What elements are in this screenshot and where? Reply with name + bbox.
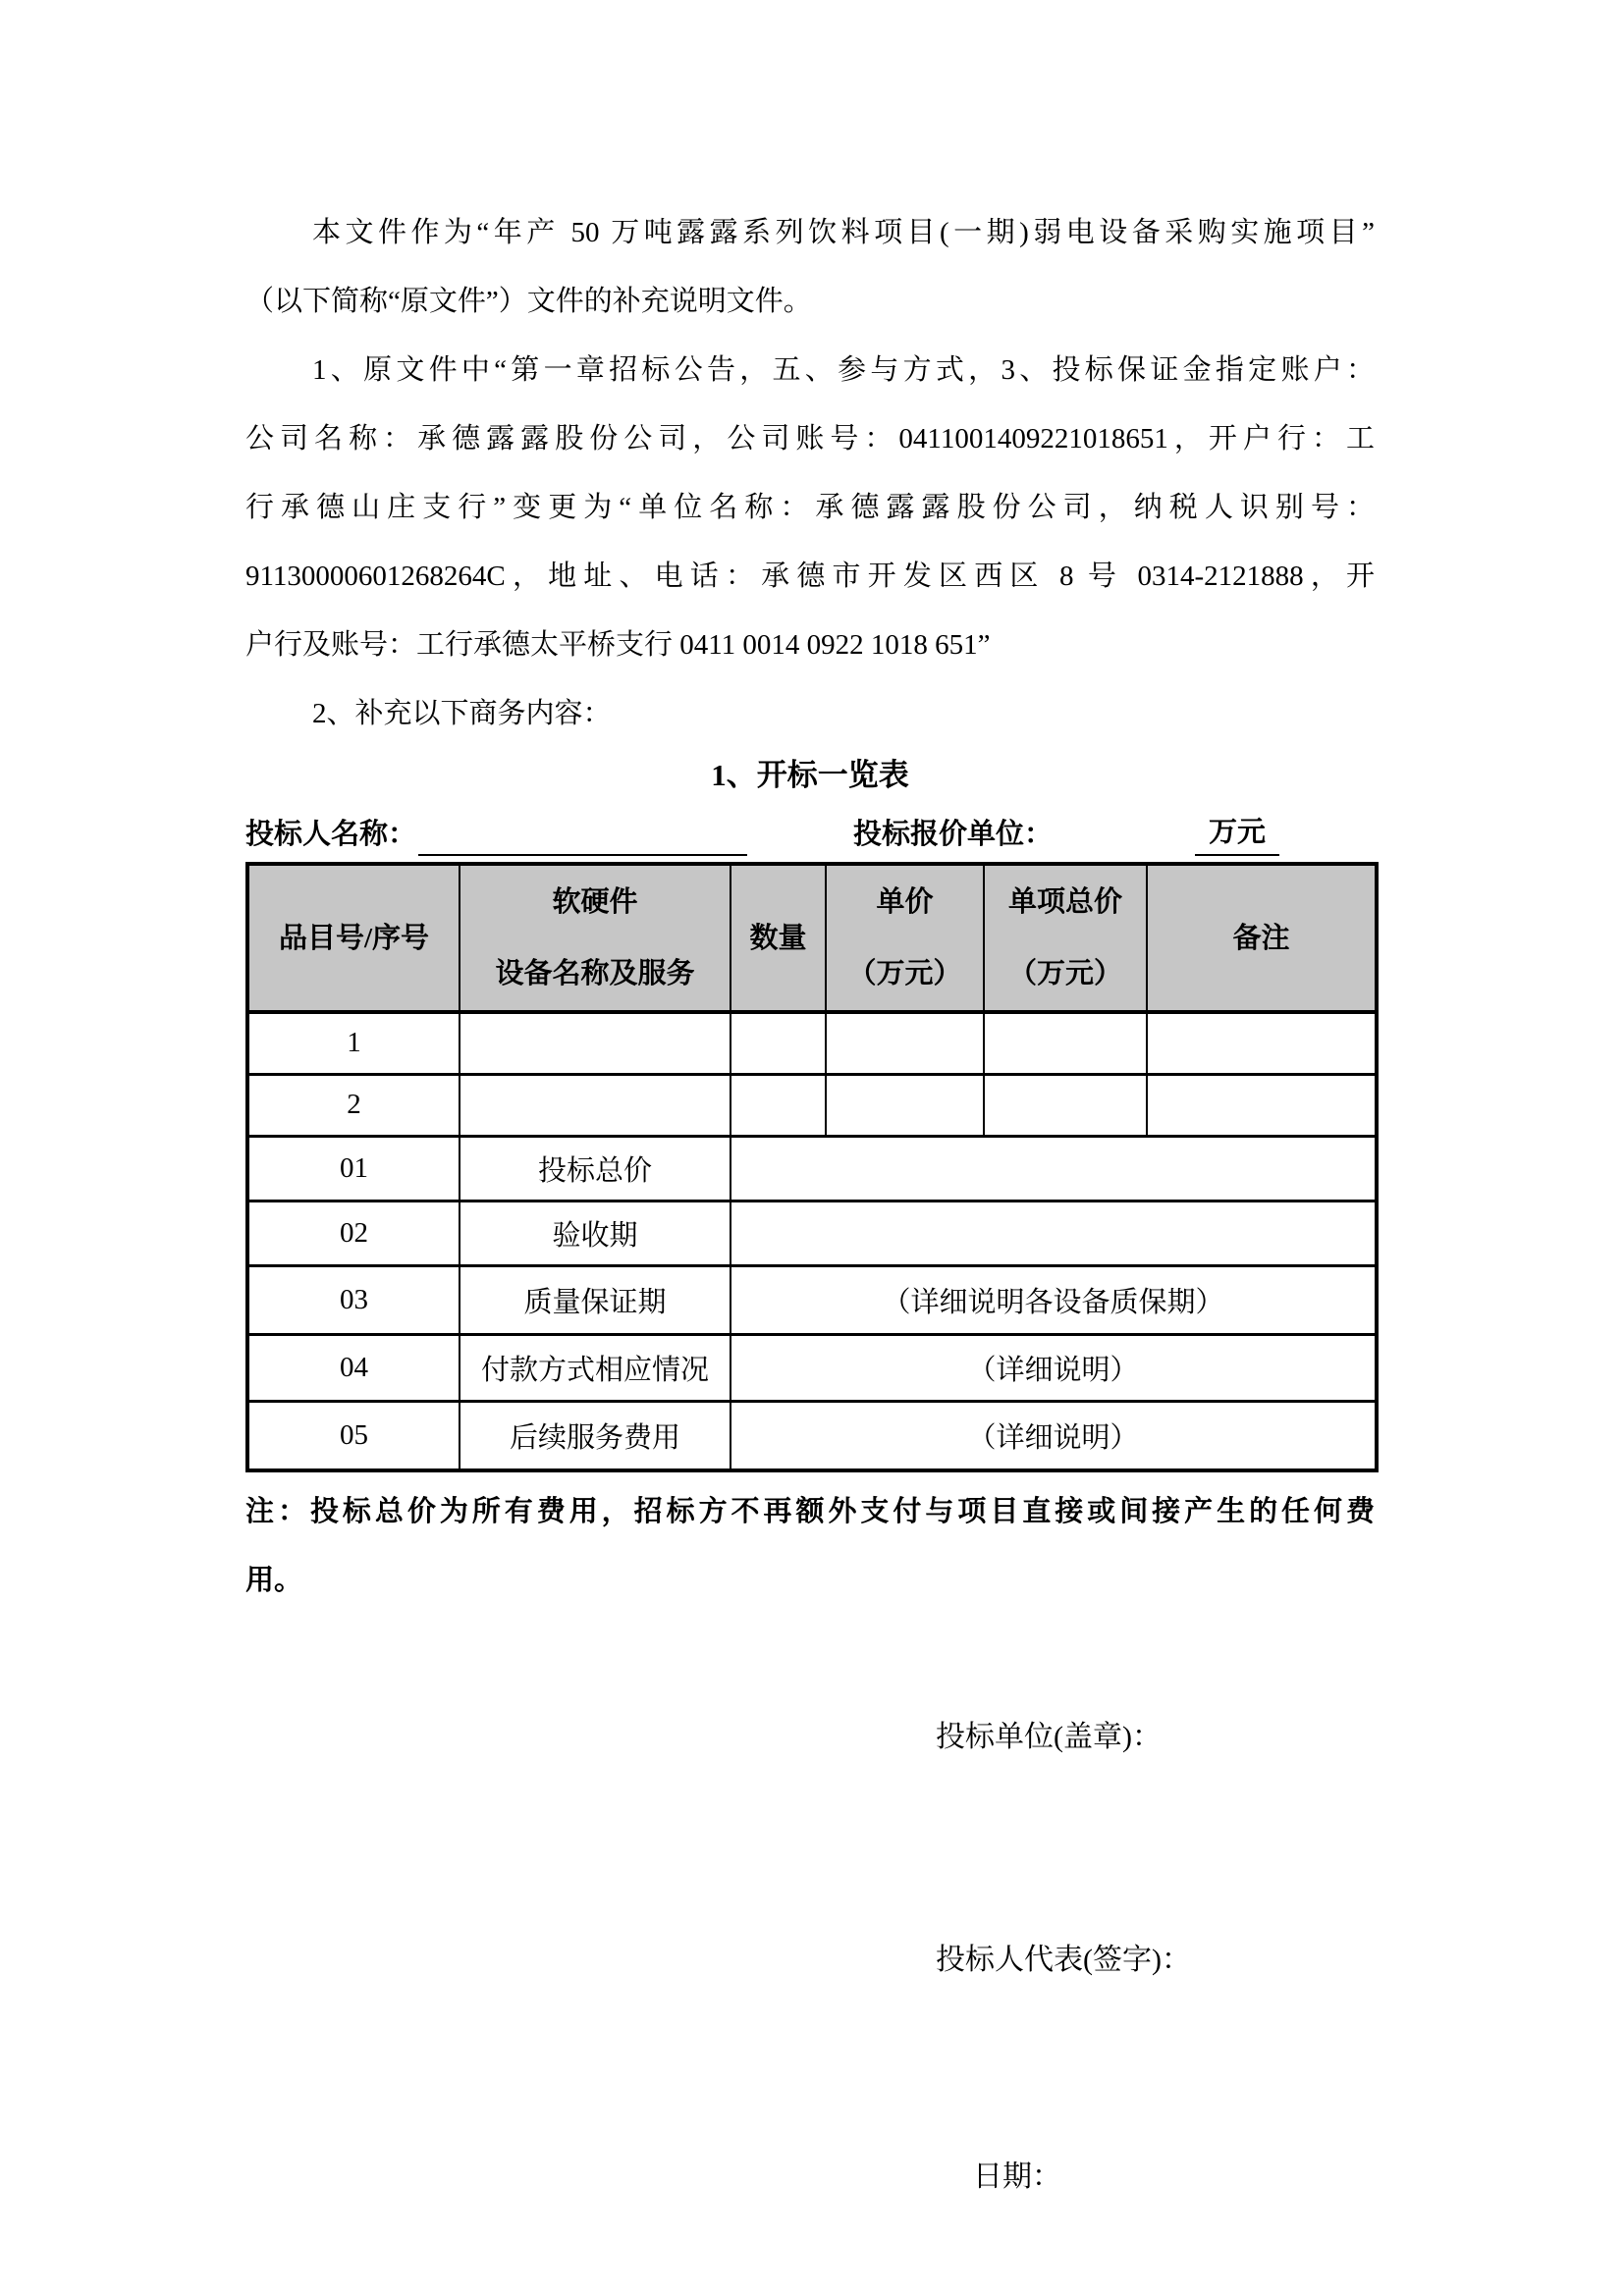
header-item-number: 品目号/序号 (247, 864, 460, 1012)
paragraph-line: 2、补充以下商务内容： (312, 698, 612, 729)
price-unit-label: 投标报价单位： (853, 819, 1054, 850)
cell-item-total-price (984, 1074, 1147, 1136)
cell-device-name (460, 1012, 731, 1074)
document-content (245, 198, 1375, 2197)
cell-item-number: 1 (247, 1012, 460, 1074)
cell-remark (1147, 1074, 1377, 1136)
cell-unit-price (826, 1012, 984, 1074)
signature-company-seal-label: 投标单位(盖章)： (936, 1721, 1162, 1753)
header-remark: 备注 (1147, 864, 1377, 1012)
cell-row-number: 05 (247, 1401, 460, 1470)
cell-quantity (731, 1074, 826, 1136)
cell-item-number: 2 (247, 1074, 460, 1136)
cell-row-number: 02 (247, 1201, 460, 1265)
price-unit-value: 万元 (1195, 811, 1279, 856)
cell-row-number: 03 (247, 1265, 460, 1334)
bidder-name-label: 投标人名称： (245, 819, 417, 850)
cell-row-detail (731, 1136, 1377, 1201)
note-line: 注：投标总价为所有费用，招标方不再额外支付与项目直接或间接产生的任何费 (245, 1496, 1375, 1527)
header-item-total-price: 单项总价 （万元） (984, 864, 1147, 1012)
table-row-warranty-period (247, 1265, 1377, 1334)
header-quantity: 数量 (731, 864, 826, 1012)
cell-row-detail: （详细说明） (731, 1334, 1377, 1401)
table-row-followup-service-fee (247, 1401, 1377, 1470)
cell-remark (1147, 1012, 1377, 1074)
cell-row-name: 投标总价 (460, 1136, 731, 1201)
bidder-name-blank (418, 821, 747, 856)
paragraph-line: （以下简称“原文件”）文件的补充说明文件。 (245, 286, 812, 317)
cell-row-number: 04 (247, 1334, 460, 1401)
paragraph-line: 户行及账号：工行承德太平桥支行 0411 0014 0922 1018 651” (245, 629, 991, 661)
bid-opening-table (245, 862, 1379, 1472)
cell-item-total-price (984, 1012, 1147, 1074)
table-note (245, 1477, 1375, 1615)
table-header-row (247, 864, 1377, 1012)
table-row-item-1 (247, 1012, 1377, 1074)
section-title: 1、开标一览表 (711, 758, 909, 792)
cell-row-name: 后续服务费用 (460, 1401, 731, 1470)
cell-device-name (460, 1074, 731, 1136)
cell-row-detail: （详细说明各设备质保期） (731, 1265, 1377, 1334)
bid-form-labels (245, 813, 1375, 856)
paragraph-line: 行承德山庄支行”变更为“单位名称：承德露露股份公司，纳税人识别号： (245, 492, 1375, 523)
cell-quantity (731, 1012, 826, 1074)
cell-row-number: 01 (247, 1136, 460, 1201)
paragraph-line: 1、原文件中“第一章招标公告，五、参与方式，3、投标保证金指定账户： (312, 354, 1375, 386)
header-unit-price: 单价 （万元） (826, 864, 984, 1012)
paragraph-line: 公司名称：承德露露股份公司，公司账号：0411001409221018651，开户行：工 (245, 423, 1375, 454)
cell-unit-price (826, 1074, 984, 1136)
cell-row-detail: （详细说明） (731, 1401, 1377, 1470)
table-row-acceptance-period (247, 1201, 1377, 1265)
cell-row-name: 付款方式相应情况 (460, 1334, 731, 1401)
signature-representative-label: 投标人代表(签字)： (936, 1944, 1191, 1976)
cell-row-detail (731, 1201, 1377, 1265)
paragraph-line: 本文件作为“年产 50 万吨露露系列饮料项目(一期)弱电设备采购实施项目” (312, 217, 1375, 248)
signature-date-label: 日期： (973, 2161, 1061, 2193)
cell-row-name: 质量保证期 (460, 1265, 731, 1334)
table-row-item-2 (247, 1074, 1377, 1136)
cell-row-name: 验收期 (460, 1201, 731, 1265)
table-row-payment-terms (247, 1334, 1377, 1401)
header-device-name: 软硬件 设备名称及服务 (460, 864, 731, 1012)
paragraph-line: 91130000601268264C，地址、电话：承德市开发区西区 8 号 0314-2121888，开 (245, 561, 1375, 592)
note-line: 用。 (245, 1565, 303, 1596)
table-row-total-price (247, 1136, 1377, 1201)
